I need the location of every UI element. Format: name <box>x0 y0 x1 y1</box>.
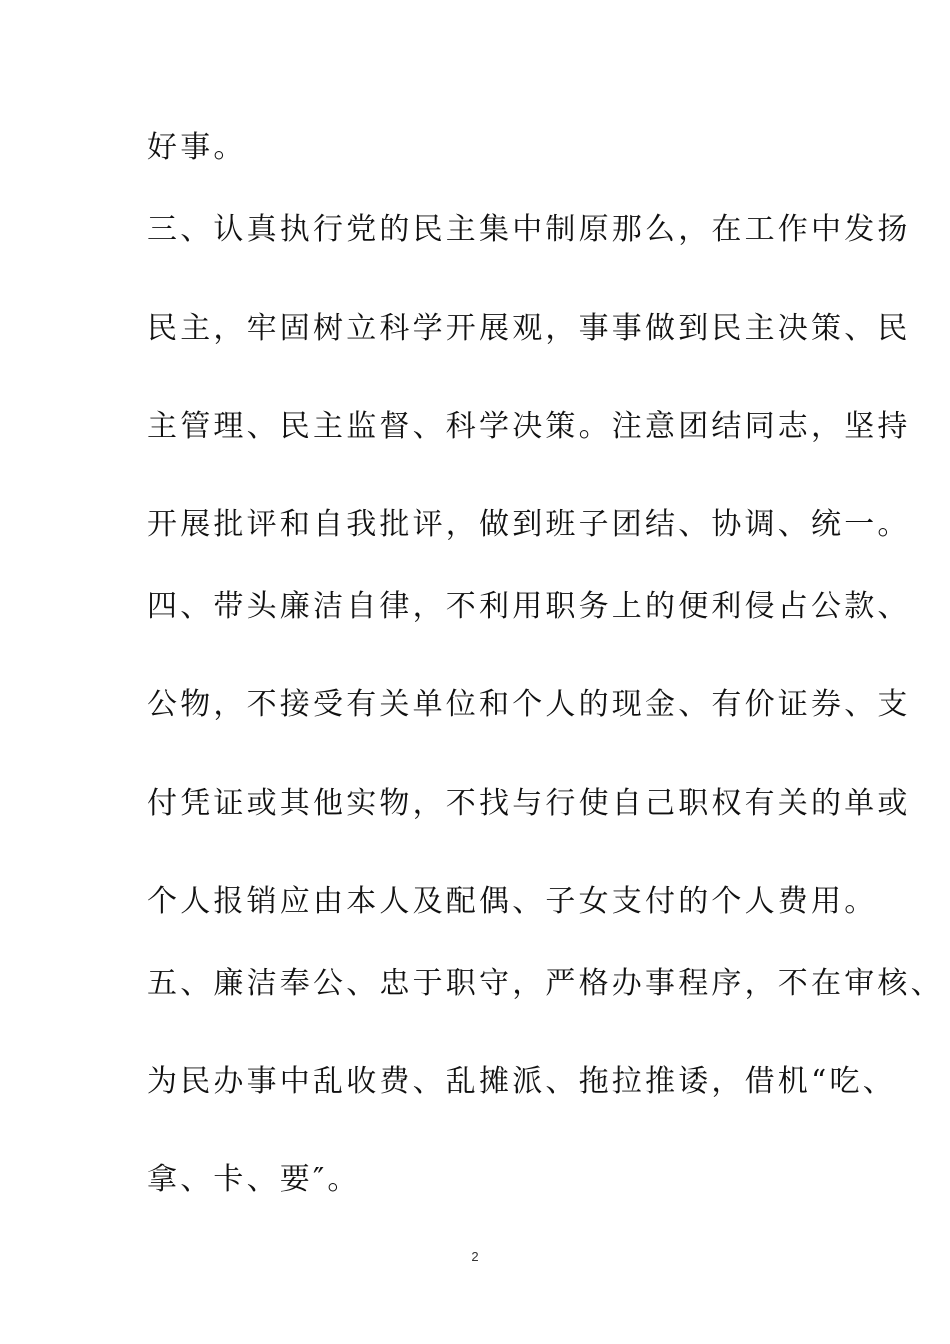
text-line: 开展批评和自我批评，做到班子团结、协调、统一。 <box>147 507 911 542</box>
text-line: 公物，不接受有关单位和个人的现金、有价证券、支 <box>147 687 911 722</box>
text-line: 个人报销应由本人及配偶、子女支付的个人费用。 <box>147 884 878 919</box>
text-line: 付凭证或其他实物，不找与行使自己职权有关的单或 <box>147 786 911 821</box>
text-line: 为民办事中乱收费、乱摊派、拖拉推诿，借机“吃、 <box>147 1064 896 1099</box>
text-line: 三、认真执行党的民主集中制原那么，在工作中发扬 <box>147 212 911 247</box>
text-line: 主管理、民主监督、科学决策。注意团结同志，坚持 <box>147 409 911 444</box>
text-line: 五、廉洁奉公、忠于职守，严格办事程序，不在审核、 <box>147 966 944 1001</box>
text-line: 拿、卡、要″。 <box>147 1162 361 1197</box>
text-line: 四、带头廉洁自律，不利用职务上的便利侵占公款、 <box>147 589 911 624</box>
text-line: 好事。 <box>147 130 247 165</box>
page-number: 2 <box>471 1249 479 1264</box>
text-line: 民主，牢固树立科学开展观，事事做到民主决策、民 <box>147 311 911 346</box>
